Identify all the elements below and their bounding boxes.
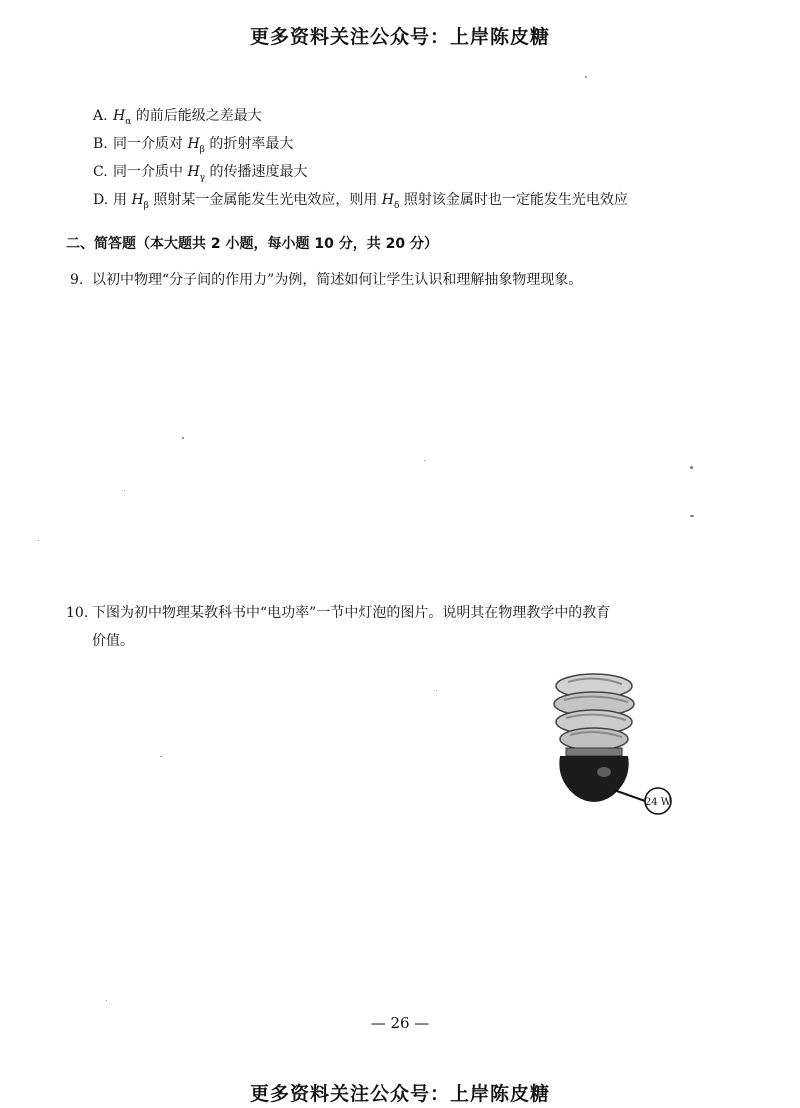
hydrogen-line-symbol: [187, 136, 205, 155]
option-text: 的前后能级之差最大: [131, 108, 262, 124]
option-text: 的折射率最大: [204, 136, 294, 152]
symbol-subscript: β: [199, 144, 205, 155]
hydrogen-line-symbol: [187, 164, 206, 183]
option-label: B.: [93, 136, 108, 152]
bulb-collar: [566, 748, 622, 756]
bottom-banner: 更多资料关注公众号：上岸陈皮糖: [249, 1083, 550, 1105]
label-pointer: [614, 790, 645, 801]
scan-speck: [585, 76, 587, 78]
symbol-subscript: β: [143, 200, 149, 211]
scan-speck: [182, 437, 184, 439]
question-text: 下图为初中物理某教科书中“电功率”一节中灯泡的图片。说明其在物理教学中的教育: [92, 605, 611, 621]
question-number: 9.: [70, 272, 84, 288]
scan-speck: [690, 466, 693, 469]
symbol-letter: H: [113, 108, 126, 124]
symbol-subscript: γ: [199, 172, 206, 183]
option-label: C.: [93, 164, 108, 180]
question-9: [70, 271, 582, 289]
hydrogen-line-symbol: [381, 192, 400, 211]
scan-speck: [160, 756, 162, 757]
wattage-label: 24 W: [644, 797, 672, 808]
section-heading: 二、简答题（本大题共 2 小题，每小题 10 分，共 20 分）: [66, 236, 438, 252]
top-banner: 更多资料关注公众号：上岸陈皮糖: [249, 26, 550, 48]
question-number: 10.: [66, 605, 89, 621]
question-10-continuation: 价值。: [92, 633, 134, 649]
hydrogen-line-symbol: [113, 108, 132, 127]
page-number: — 26 —: [370, 1014, 430, 1032]
symbol-letter: H: [187, 164, 200, 180]
scan-speck: [38, 540, 39, 541]
question-text: 以初中物理“分子间的作用力”为例，简述如何让学生认识和理解抽象物理现象。: [92, 272, 583, 288]
option-label: A.: [93, 108, 108, 124]
option-text: 照射某一金属能发生光电效应，则用: [148, 192, 382, 208]
question-10: [66, 604, 610, 622]
option-d: [93, 191, 628, 215]
symbol-letter: H: [187, 136, 200, 152]
option-text: 同一介质对: [113, 136, 188, 152]
scan-speck: [124, 490, 125, 491]
symbol-letter: H: [381, 192, 394, 208]
scan-speck: [690, 515, 694, 517]
option-b: [93, 135, 293, 159]
option-text: 用: [113, 192, 132, 208]
hydrogen-line-symbol: [131, 192, 149, 211]
scan-speck: [424, 460, 425, 461]
option-text: 照射该金属时也一定能发生光电效应: [399, 192, 628, 208]
option-text: 同一介质中: [113, 164, 188, 180]
symbol-letter: H: [131, 192, 144, 208]
bulb-spiral-tube: [554, 674, 634, 750]
option-label: D.: [93, 192, 109, 208]
symbol-subscript: α: [125, 116, 132, 127]
option-text: 的传播速度最大: [205, 164, 308, 180]
bulb-base: [559, 756, 628, 802]
scan-speck: [106, 1000, 107, 1001]
cfl-bulb-icon: [550, 668, 680, 820]
bulb-base-highlight: [597, 767, 611, 777]
scan-speck: [436, 690, 437, 691]
option-c: [93, 163, 308, 187]
option-a: [93, 107, 262, 131]
symbol-subscript: δ: [394, 200, 400, 211]
